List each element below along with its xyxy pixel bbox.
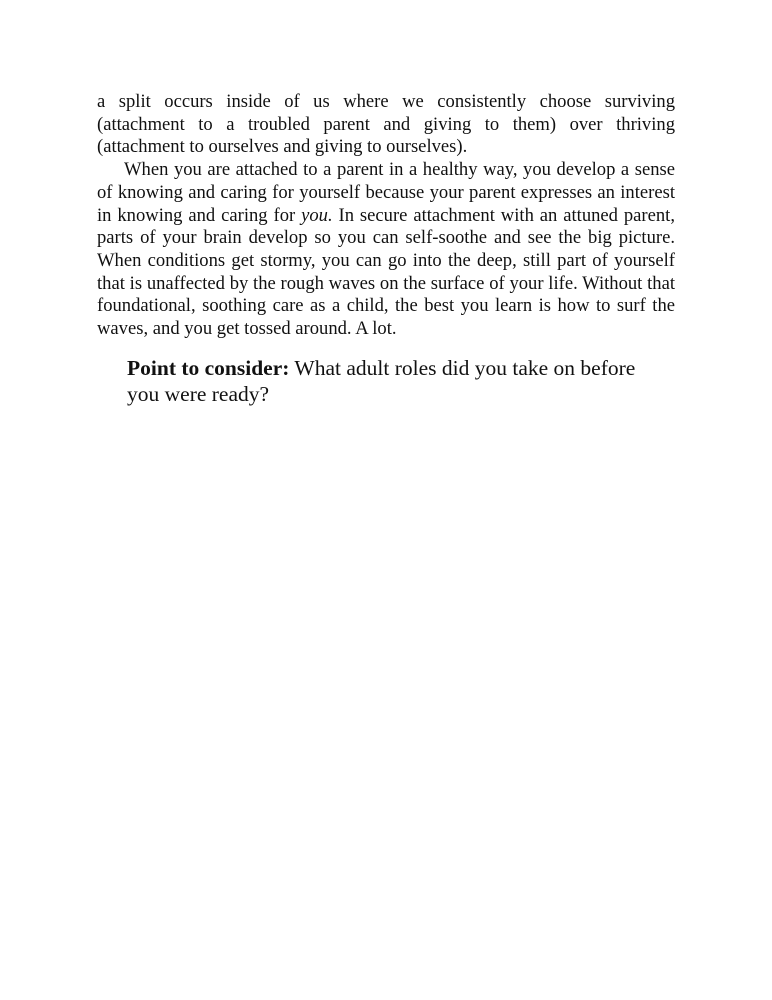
paragraph-2-emphasis: you. bbox=[301, 204, 333, 226]
body-paragraph-2 bbox=[97, 159, 675, 341]
document-page bbox=[97, 91, 675, 407]
callout-question: What adult roles did you take on before you were ready? bbox=[127, 355, 636, 406]
paragraph-2-text-before: When you are attached to a parent in a healthy way, you develop a sense of knowing and caring for yourself because your parent expresses an interest in knowing and caring for bbox=[97, 159, 675, 226]
paragraph-2-text-after: In secure attachment with an attuned parent, parts of your brain develop so you can self-soothe and see the big picture. When conditions get stormy, you can go into the deep, still part of yourself that is unaffected by the rough waves on the surface of your life. Without that foundational, soothing care as a child, the best you learn is how to surf the waves, and you get tossed around. A lot. bbox=[97, 204, 675, 340]
callout-label: Point to consider: bbox=[127, 355, 290, 380]
point-to-consider-callout bbox=[127, 355, 657, 407]
body-paragraph-1: a split occurs inside of us where we consistently choose surviving (attachment to a troubled parent and giving to them) over thriving (attachment to ourselves and giving to ourselves). bbox=[97, 91, 675, 158]
